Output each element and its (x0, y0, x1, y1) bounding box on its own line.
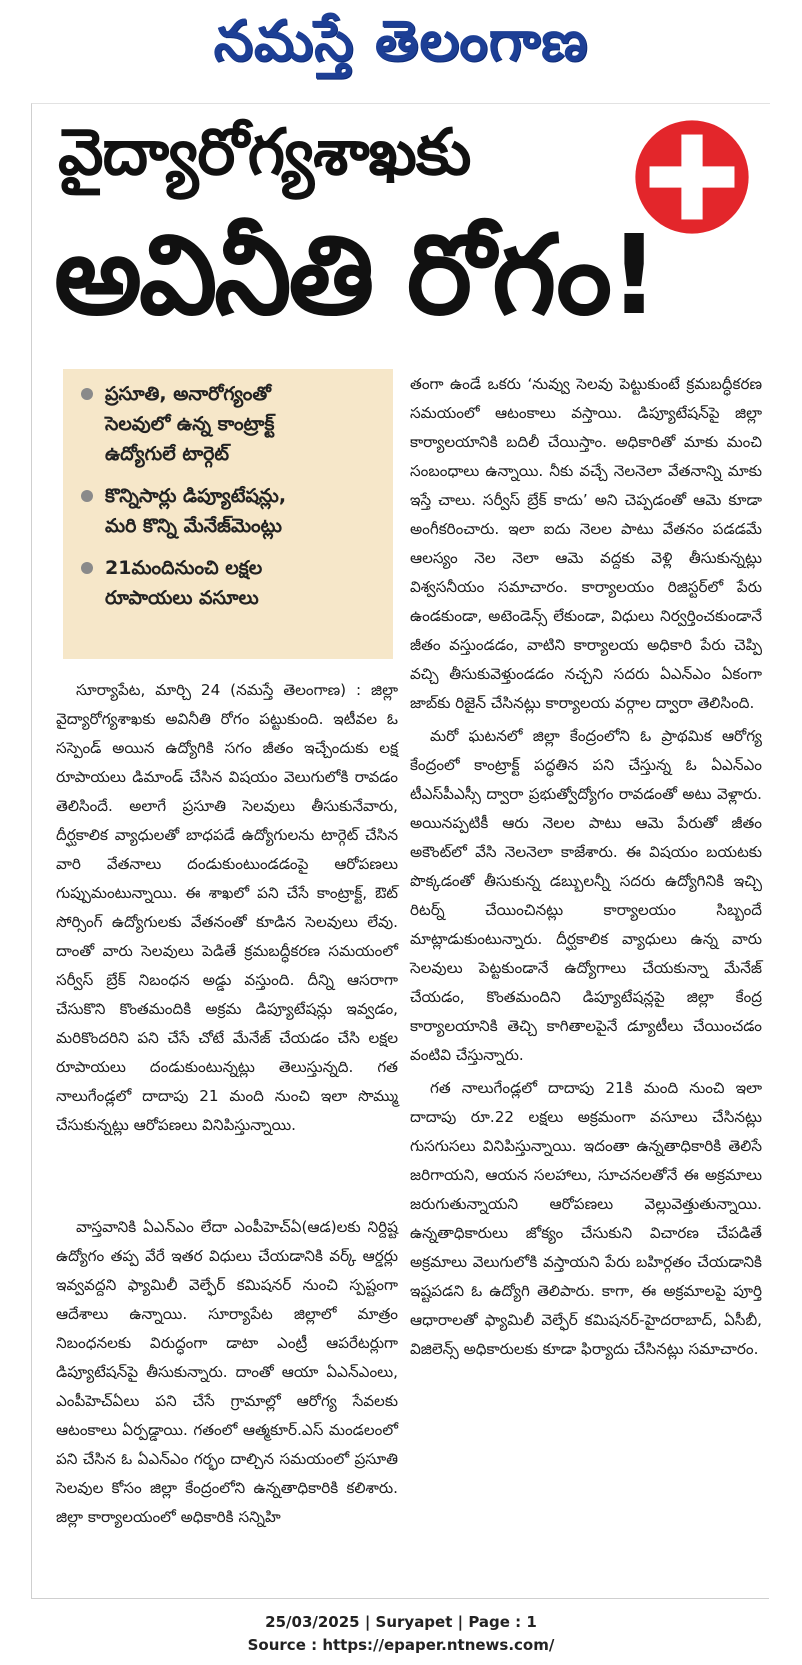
paragraph: సూర్యాపేట, మార్చి 24 (నమస్తే తెలంగాణ) : జిల్లా వైద్యారోగ్యశాఖకు అవినీతి రోగం పట్టుకుంది. ఇటీవల ఓ సస్పెండ్ అయిన ఉద్యోగికి సగం జీతం ఇచ్చేందుకు లక్ష రూపాయలు డిమాండ్ చేసిన విషయం వెలుగులోకి రావడం తెలిసిందే. అలాగే ప్రసూతి సెలవులు తీసుకునేవారు, దీర్ఘకాలిక వ్యాధులతో బాధపడే ఉద్యోగులను టార్గెట్ చేసిన వారి వేతనాలు దండుకుంటుండడంపై ఆరోపణలు గుప్పుమంటున్నాయి. ఈ శాఖలో పని చేసే కాంట్రాక్ట్, ఔట్ సోర్సింగ్ ఉద్యోగులకు వేతనంతో కూడిన సెలవులు లేవు. దాంతో వారు సెలవులు పెడితే క్రమబద్ధీకరణ సమయంలో సర్వీస్ బ్రేక్ నిబంధన అడ్డు వస్తుంది. దీన్ని ఆసరాగా చేసుకొని కొంతమందికి అక్రమ డిప్యూటేషన్లు ఇవ్వడం, మరికొందరిని పని చేసే చోటే మేనేజ్ చేయడం చేసి లక్షల రూపాయలు దండుకుంటున్నట్లు తెలుస్తున్నది. గత నాలుగేండ్లలో దాదాపు 21 మంది నుంచి ఇలా సొమ్ము చేసుకున్నట్లు ఆరోపణలు వినిపిస్తున్నాయి. (56, 681, 398, 1134)
headline-line-1: వైద్యారోగ్యశాఖకు (58, 116, 471, 190)
bullet-dot-icon (81, 562, 93, 574)
highlight-text: కొన్నిసార్లు డిప్యూటేషన్లు, మరి కొన్ని మేనేజ్‌మెంట్లు (105, 485, 287, 537)
article-column-right (410, 370, 762, 1368)
footer-dateline: 25/03/2025 | Suryapet | Page : 1 (265, 1613, 537, 1631)
footer-source[interactable]: Source : https://epaper.ntnews.com/ (247, 1636, 555, 1654)
medical-cross-icon (633, 118, 751, 236)
footer-divider (31, 1598, 769, 1599)
headline-line-2: అవినీతి రోగం! (54, 211, 657, 339)
masthead-title: నమస్తే తెలంగాణ (213, 8, 589, 74)
paragraph: గత నాలుగేండ్లలో దాదాపు 21కి మంది నుంచి ఇలా దాదాపు రూ.22 లక్షలు అక్రమంగా వసూలు చేసినట్లు గుసగుసలు వినిపిస్తున్నాయి. ఇదంతా ఉన్నతాధికారికి తెలిసే జరిగాయని, ఆయన సలహాలు, సూచనలతోనే ఈ అక్రమాలు జరుగుతున్నాయని ఆరోపణలు వెల్లువెత్తుతున్నాయి. ఉన్నతాధికారులు జోక్యం చేసుకుని విచారణ చేపడితే అక్రమాలు వెలుగులోకి వస్తాయని పేరు బహిర్గతం చేయడానికి ఇష్టపడని ఓ ఉద్యోగి తెలిపారు. కాగా, ఈ అక్రమాలపై పూర్తి ఆధారాలతో ఫ్యామిలీ వెల్ఫేర్ కమిషనర్-హైదరాబాద్, ఏసీబీ, విజిలెన్స్ అధికారులకు కూడా ఫిర్యాదు చేసినట్లు సమాచారం. (410, 1079, 762, 1358)
article-column-left-top (56, 676, 398, 1144)
masthead (0, 0, 802, 90)
highlight-text: 21మందినుంచి లక్షల రూపాయలు వసూలు (105, 557, 263, 609)
paragraph: తంగా ఉండే ఒకరు ‘నువ్వు సెలవు పెట్టుకుంటే క్రమబద్ధీకరణ సమయంలో ఆటంకాలు వస్తాయి. డిప్యూటేషన్‌పై జిల్లా కార్యాలయానికి బదిలీ చేయిస్తాం. అధికారితో మాకు మంచి సంబంధాలు ఉన్నాయి. నీకు వచ్చే నెలనెలా వేతనాన్ని మాకు ఇస్తే చాలు. సర్వీస్ బ్రేక్ కాదు’ అని చెప్పడంతో ఆమె కూడా అంగీకరించారు. ఇలా ఐదు నెలల పాటు వేతనం పడడమే ఆలస్యం నెల నెలా ఆమె వద్దకు వెళ్లి తీసుకున్నట్లు విశ్వసనీయం సమాచారం. కార్యాలయం రిజిస్టర్‌లో పేరు ఉండకుండా, అటెండెన్స్ లేకుండా, విధులు నిర్వర్తించకుండానే జీతం వస్తుండడం, వాటిని కార్యాలయ అధికారి పేరు చెప్పి వచ్చి తీసుకువెళ్తుండడం నచ్చని సదరు ఏఎన్ఎం ఏకంగా జాబ్‌కు రిజైన్ చేసినట్లు కార్యాలయ వర్గాల ద్వారా తెలిసింది. (410, 375, 762, 712)
highlight-item (81, 481, 385, 541)
bullet-dot-icon (81, 388, 93, 400)
article-column-left-bottom (56, 1213, 398, 1536)
paragraph: మరో ఘటనలో జిల్లా కేంద్రంలోని ఓ ప్రాథమిక ఆరోగ్య కేంద్రంలో కాంట్రాక్ట్ పద్ధతిన పని చేస్తున్న ఓ ఏఎన్ఎం టీఎస్‌పీఎస్సీ ద్వారా ప్రభుత్వోద్యోగం రావడంతో అటు వెళ్లారు. అయినప్పటికీ ఆరు నెలల పాటు ఆమె పేరుతో జీతం అకౌంట్‌లో వేసి నెలనెలా కాజేశారు. ఈ విషయం బయటకు పొక్కడంతో తీసుకున్న డబ్బులన్నీ సదరు ఉద్యోగినికి ఇచ్చి రిటర్న్ చేయించినట్లు కార్యాలయం సిబ్బందే మాట్లాడుకుంటున్నారు. దీర్ఘకాలిక వ్యాధులు ఉన్న వారు సెలవులు పెట్టకుండానే ఉద్యోగాలు చేయకున్నా మేనేజ్ చేయడం, కొంతమందిని డిప్యూటేషన్లపై జిల్లా కేంద్ర కార్యాలయానికి తెచ్చి కాగితాలపైనే డ్యూటీలు చేయించడం వంటివి చేస్తున్నారు. (410, 727, 762, 1064)
highlight-text: ప్రసూతి, అనారోగ్యంతో సెలవులో ఉన్న కాంట్రాక్ట్ ఉద్యోగులే టార్గెట్ (105, 383, 275, 465)
bullet-dot-icon (81, 490, 93, 502)
highlights-box (63, 369, 393, 659)
highlight-item (81, 553, 385, 613)
paragraph: వాస్తవానికి ఏఎన్ఎం లేదా ఎంపీహెచ్ఏ(ఆడ)లకు నిర్దిష్ట ఉద్యోగం తప్ప వేరే ఇతర విధులు చేయడానికి వర్క్ ఆర్డర్లు ఇవ్వవద్దని ఫ్యామిలీ వెల్ఫేర్ కమిషనర్ నుంచి స్పష్టంగా ఆదేశాలు ఉన్నాయి. సూర్యాపేట జిల్లాలో మాత్రం నిబంధనలకు విరుద్ధంగా డాటా ఎంట్రీ ఆపరేటర్లుగా డిప్యూటేషన్‌పై తీసుకున్నారు. దాంతో ఆయా ఏఎన్ఎంలు, ఎంపీహెచ్ఏలు పని చేసే గ్రామాల్లో ఆరోగ్య సేవలకు ఆటంకాలు ఏర్పడ్డాయి. గతంలో ఆత్మకూర్.ఎస్ మండలంలో పని చేసిన ఓ ఏఎన్ఎం గర్భం దాల్చిన సమయంలో ప్రసూతి సెలవుల కోసం జిల్లా కేంద్రంలోని ఉన్నతాధికారికి కలిశారు. జిల్లా కార్యాలయంలో అధికారికి సన్నిహి (56, 1218, 398, 1526)
highlight-item (81, 379, 385, 469)
